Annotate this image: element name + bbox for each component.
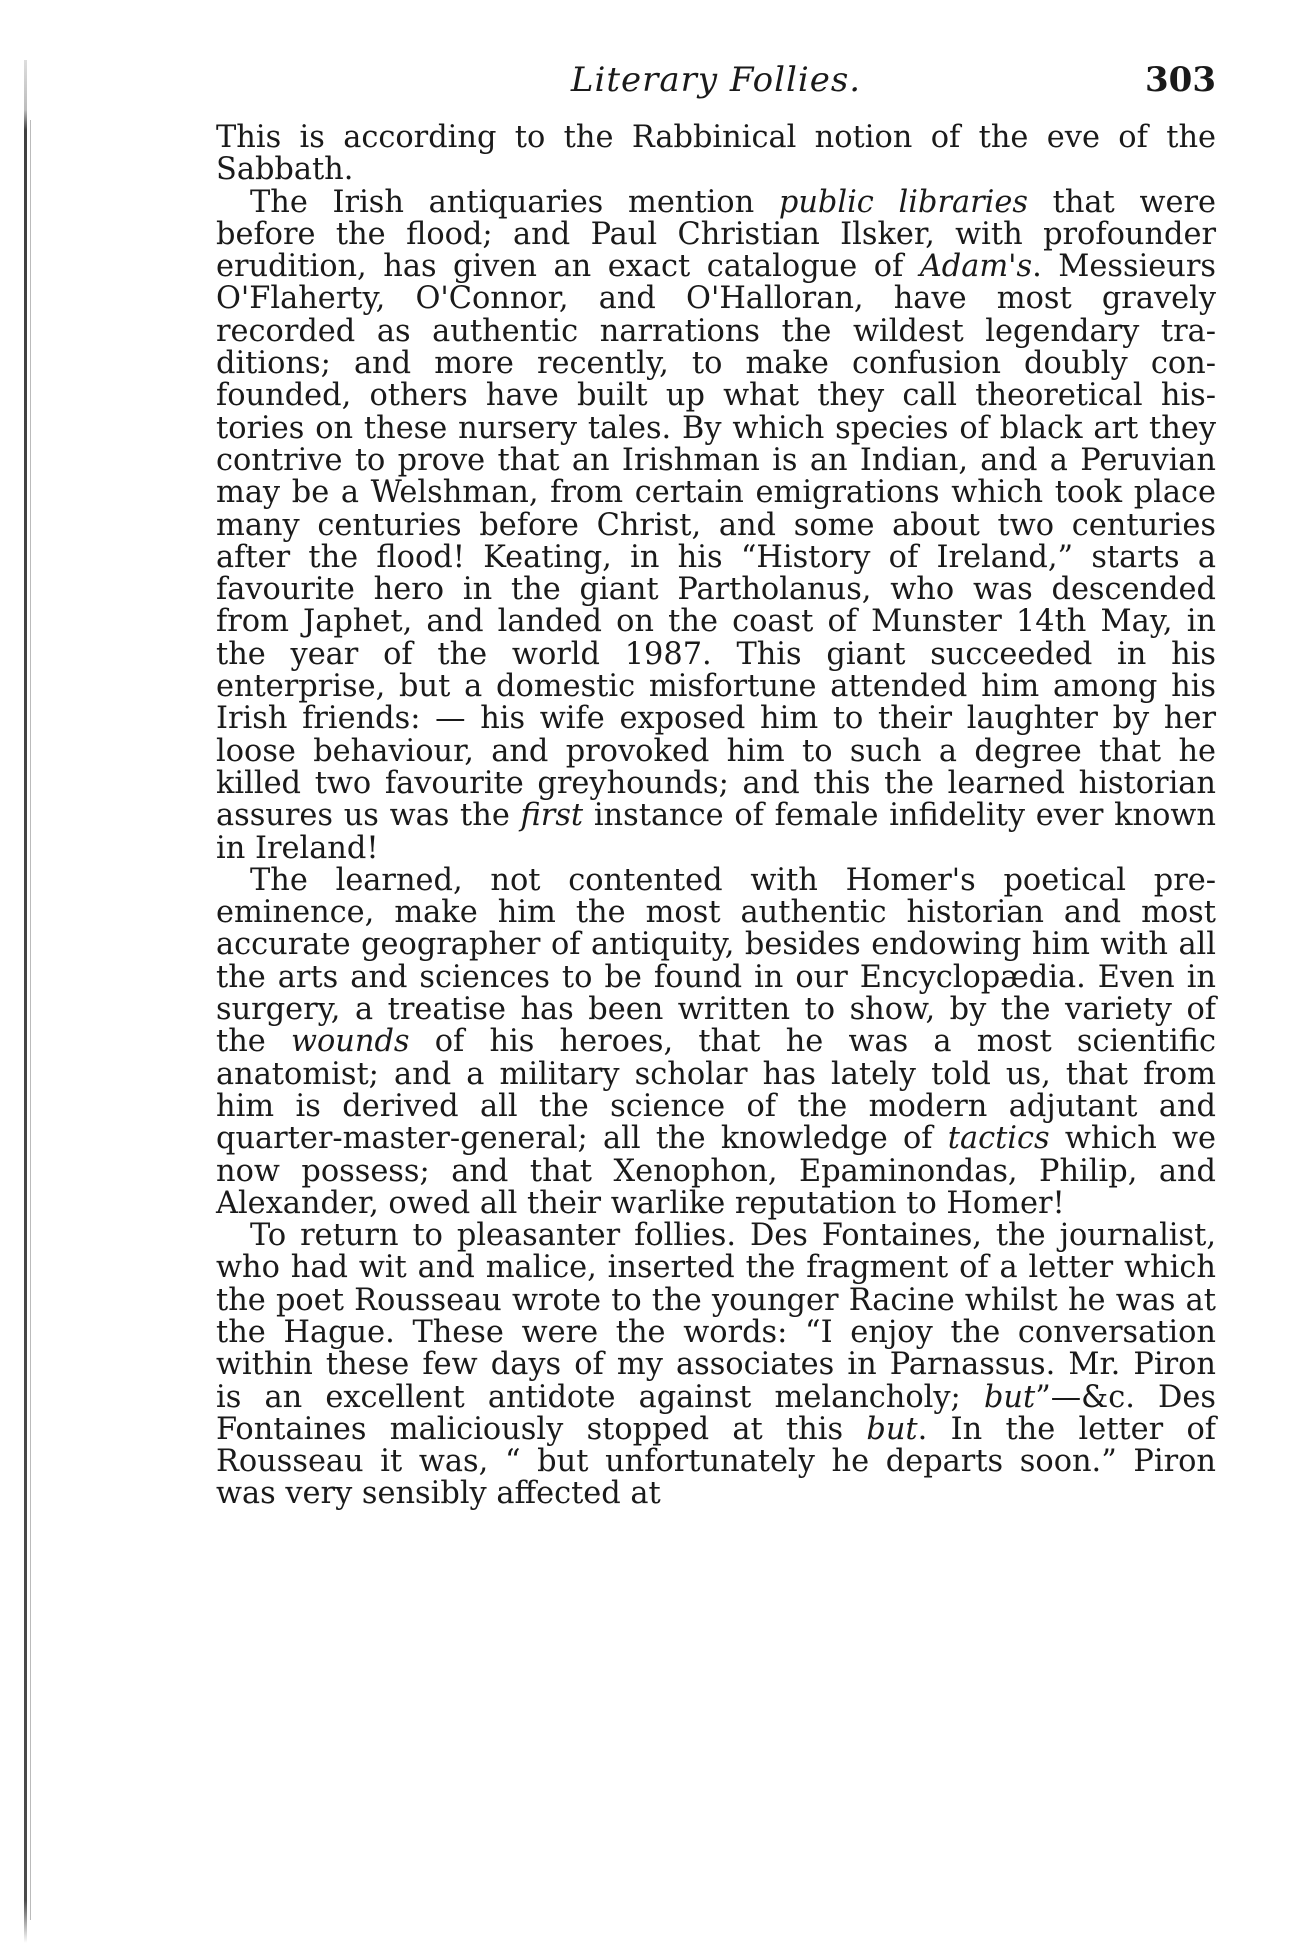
paragraph [216,862,1217,1221]
text-run: that were before the flood; and Paul Christian Ilsker, with profounder erudition, has given an exact catalogue of [216,184,1216,285]
italic-phrase: first [520,798,584,834]
text-run: . Messieurs O'Flaherty, O'Connor, and O'Halloran, have most gravely recorded as authentic narrations the wildest legendary traditions; and more recently, to make confusion doubly confounded, others have built up what they call theoretical histories on these nursery tales. By which species of black art they contrive to prove that an Irishman is an Indian, and a Peruvian may be a Welshman, from certain emigrations which took place many centuries before Christ, and some about two centuries after the flood! Keating, in his “History of Ireland,” starts a favourite hero in the giant Partholanus, who was descended from Japhet, and landed on the coast of Munster 14th May, in the year of the world 1987. This giant succeeded in his enterprise, but a domestic misfortune attended him among his Irish friends: — his wife exposed him to their laughter by her loose behaviour, and provoked him to such a degree that he killed two favourite greyhounds; and this the learned historian assures us was the [216,249,1216,834]
text-run: The learned, not contented with Homer's poetical preeminence, make him the most authentic historian and most accurate geographer of antiquity, besides endowing him with all the arts and sciences to be found in our Encyclopædia. Even in surgery, a treatise has been written to show, by the variety of the [216,862,1216,1060]
text-run: To return to pleasanter follies. Des Fontaines, the journalist, who had wit and malice, inserted the fragment of a letter which the poet Rousseau wrote to the younger Racine whilst he was at the Hague. These were the words: “I enjoy the conversation within these few days of my associates in Parnassus. Mr. Piron is an excellent antidote against melancholy; [216,1218,1216,1415]
italic-phrase: public libraries [778,184,1028,220]
text-run: The Irish antiquaries mention [250,184,779,220]
italic-phrase: wounds [290,1024,410,1060]
text-run: . In the letter of Rousseau it was, “ but unfortunately he departs soon.” Piron was very sensibly affected at [216,1411,1217,1512]
italic-phrase: but [983,1379,1036,1415]
paragraph [216,184,1216,866]
italic-phrase: but [866,1411,918,1447]
text-run: This is according to the Rabbinical notion of the eve of the Sabbath. [216,120,1216,188]
running-title: Literary Follies. [570,60,862,100]
text-run: which we now possess; and that Xenophon, Epaminondas, Philip, and Alexander, owed all their warlike reputation to Homer! [216,1121,1217,1221]
page-binding-edge [24,0,27,1943]
italic-phrase: Adam's [919,249,1033,285]
page-number: 303 [1145,60,1216,100]
body-text [216,122,1216,1511]
paragraph [216,1220,1216,1511]
paragraph [216,122,1216,187]
page-binding-shadow [30,120,31,1920]
text-run: instance of female infidelity ever known in Ireland! [216,798,1216,866]
text-run: ”—&c. Des Fontaines maliciously stopped at this [216,1379,1216,1447]
book-page [216,60,1216,1511]
running-header [216,60,1216,108]
text-run: of his heroes, that he was a most scientific anatomist; and a military scholar has lately told us, that from him is derived all the science of the modern adjutant and quarter-master-general; all the knowledge of [216,1024,1216,1157]
italic-phrase: tactics [947,1121,1050,1157]
